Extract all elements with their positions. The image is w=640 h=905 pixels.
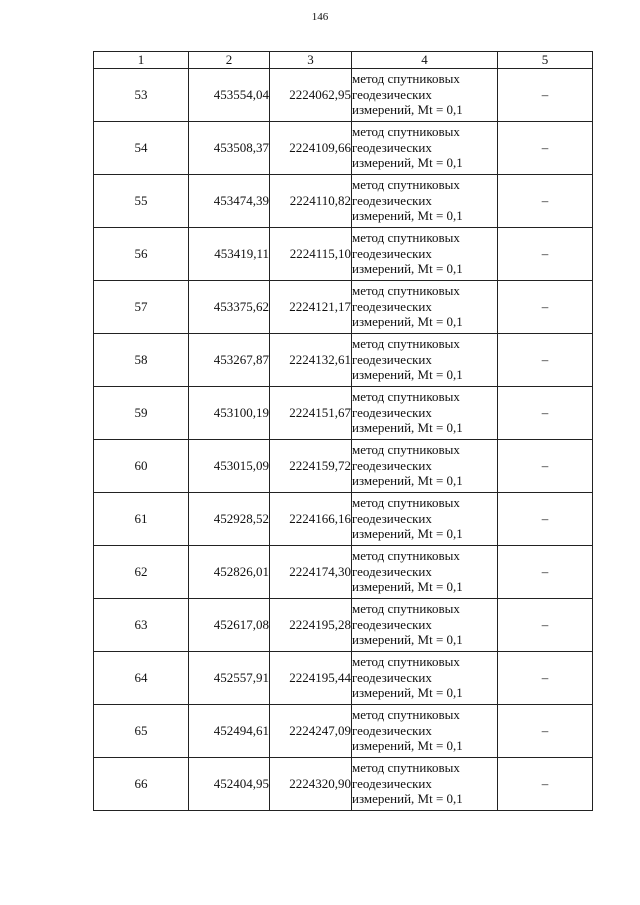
table-row [94, 598, 593, 651]
x-coordinate-cell: 452617,08 [189, 598, 270, 651]
method-line: измерений, Mt = 0,1 [352, 314, 463, 330]
x-coordinate-cell: 452557,91 [189, 651, 270, 704]
method-line: геодезических [352, 457, 432, 473]
method-cell [352, 68, 498, 121]
note-cell: – [498, 757, 593, 810]
column-header-3: 3 [270, 52, 352, 69]
method-line: метод спутниковых [352, 230, 460, 246]
method-line: метод спутниковых [352, 760, 460, 776]
method-cell [352, 651, 498, 704]
y-coordinate-cell: 2224195,44 [270, 651, 352, 704]
method-line: метод спутниковых [352, 283, 460, 299]
point-number-cell: 54 [94, 121, 189, 174]
x-coordinate-cell: 453474,39 [189, 174, 270, 227]
x-coordinate-cell: 452404,95 [189, 757, 270, 810]
table-row [94, 757, 593, 810]
y-coordinate-cell: 2224247,09 [270, 704, 352, 757]
column-header-1: 1 [94, 52, 189, 69]
table-row [94, 439, 593, 492]
method-line: метод спутниковых [352, 495, 460, 511]
page-number: 146 [311, 11, 329, 23]
x-coordinate-cell: 453419,11 [189, 227, 270, 280]
x-coordinate-cell: 452928,52 [189, 492, 270, 545]
note-cell: – [498, 227, 593, 280]
table-row [94, 545, 593, 598]
x-coordinate-cell: 453508,37 [189, 121, 270, 174]
y-coordinate-cell: 2224132,61 [270, 333, 352, 386]
method-line: измерений, Mt = 0,1 [352, 208, 463, 224]
x-coordinate-cell: 453267,87 [189, 333, 270, 386]
method-line: геодезических [352, 139, 432, 155]
method-line: геодезических [352, 351, 432, 367]
column-header-2: 2 [189, 52, 270, 69]
method-line: метод спутниковых [352, 71, 460, 87]
table-row [94, 651, 593, 704]
table-row [94, 227, 593, 280]
point-number-cell: 57 [94, 280, 189, 333]
method-line: метод спутниковых [352, 124, 460, 140]
method-line: метод спутниковых [352, 336, 460, 352]
note-cell: – [498, 704, 593, 757]
y-coordinate-cell: 2224174,30 [270, 545, 352, 598]
y-coordinate-cell: 2224159,72 [270, 439, 352, 492]
y-coordinate-cell: 2224121,17 [270, 280, 352, 333]
method-line: геодезических [352, 245, 432, 261]
method-cell [352, 227, 498, 280]
x-coordinate-cell: 452826,01 [189, 545, 270, 598]
point-number-cell: 59 [94, 386, 189, 439]
method-line: геодезических [352, 192, 432, 208]
method-line: метод спутниковых [352, 601, 460, 617]
table-row [94, 492, 593, 545]
y-coordinate-cell: 2224115,10 [270, 227, 352, 280]
table-row [94, 174, 593, 227]
method-cell [352, 439, 498, 492]
method-line: метод спутниковых [352, 177, 460, 193]
method-cell [352, 121, 498, 174]
note-cell: – [498, 174, 593, 227]
y-coordinate-cell: 2224062,95 [270, 68, 352, 121]
method-line: измерений, Mt = 0,1 [352, 632, 463, 648]
point-number-cell: 58 [94, 333, 189, 386]
method-line: измерений, Mt = 0,1 [352, 367, 463, 383]
point-number-cell: 66 [94, 757, 189, 810]
method-line: метод спутниковых [352, 654, 460, 670]
note-cell: – [498, 333, 593, 386]
note-cell: – [498, 598, 593, 651]
y-coordinate-cell: 2224195,28 [270, 598, 352, 651]
y-coordinate-cell: 2224151,67 [270, 386, 352, 439]
method-line: геодезических [352, 563, 432, 579]
point-number-cell: 55 [94, 174, 189, 227]
method-line: измерений, Mt = 0,1 [352, 685, 463, 701]
y-coordinate-cell: 2224166,16 [270, 492, 352, 545]
note-cell: – [498, 545, 593, 598]
note-cell: – [498, 121, 593, 174]
table-row [94, 280, 593, 333]
table-row [94, 121, 593, 174]
point-number-cell: 65 [94, 704, 189, 757]
method-cell [352, 757, 498, 810]
note-cell: – [498, 492, 593, 545]
note-cell: – [498, 386, 593, 439]
method-line: измерений, Mt = 0,1 [352, 155, 463, 171]
x-coordinate-cell: 452494,61 [189, 704, 270, 757]
y-coordinate-cell: 2224109,66 [270, 121, 352, 174]
method-line: метод спутниковых [352, 707, 460, 723]
method-line: геодезических [352, 298, 432, 314]
method-line: геодезических [352, 722, 432, 738]
method-line: геодезических [352, 616, 432, 632]
x-coordinate-cell: 453015,09 [189, 439, 270, 492]
coordinates-table [93, 51, 593, 811]
method-cell [352, 545, 498, 598]
method-line: измерений, Mt = 0,1 [352, 738, 463, 754]
point-number-cell: 53 [94, 68, 189, 121]
point-number-cell: 62 [94, 545, 189, 598]
point-number-cell: 56 [94, 227, 189, 280]
method-cell [352, 280, 498, 333]
method-cell [352, 333, 498, 386]
method-cell [352, 704, 498, 757]
point-number-cell: 64 [94, 651, 189, 704]
method-line: геодезических [352, 510, 432, 526]
point-number-cell: 61 [94, 492, 189, 545]
method-line: метод спутниковых [352, 548, 460, 564]
table-row [94, 704, 593, 757]
method-line: измерений, Mt = 0,1 [352, 526, 463, 542]
method-cell [352, 598, 498, 651]
method-line: измерений, Mt = 0,1 [352, 791, 463, 807]
method-cell [352, 386, 498, 439]
column-header-5: 5 [498, 52, 593, 69]
column-header-4: 4 [352, 52, 498, 69]
note-cell: – [498, 651, 593, 704]
point-number-cell: 60 [94, 439, 189, 492]
method-line: измерений, Mt = 0,1 [352, 420, 463, 436]
method-line: геодезических [352, 86, 432, 102]
method-cell [352, 174, 498, 227]
note-cell: – [498, 280, 593, 333]
method-cell [352, 492, 498, 545]
note-cell: – [498, 68, 593, 121]
table-body [94, 68, 593, 810]
method-line: метод спутниковых [352, 389, 460, 405]
method-line: метод спутниковых [352, 442, 460, 458]
method-line: измерений, Mt = 0,1 [352, 473, 463, 489]
note-cell: – [498, 439, 593, 492]
table-header-row [94, 52, 593, 69]
y-coordinate-cell: 2224110,82 [270, 174, 352, 227]
method-line: измерений, Mt = 0,1 [352, 102, 463, 118]
x-coordinate-cell: 453100,19 [189, 386, 270, 439]
method-line: геодезических [352, 669, 432, 685]
point-number-cell: 63 [94, 598, 189, 651]
method-line: геодезических [352, 775, 432, 791]
method-line: измерений, Mt = 0,1 [352, 261, 463, 277]
x-coordinate-cell: 453554,04 [189, 68, 270, 121]
method-line: геодезических [352, 404, 432, 420]
table-row [94, 386, 593, 439]
table-row [94, 333, 593, 386]
table-row [94, 68, 593, 121]
x-coordinate-cell: 453375,62 [189, 280, 270, 333]
y-coordinate-cell: 2224320,90 [270, 757, 352, 810]
method-line: измерений, Mt = 0,1 [352, 579, 463, 595]
